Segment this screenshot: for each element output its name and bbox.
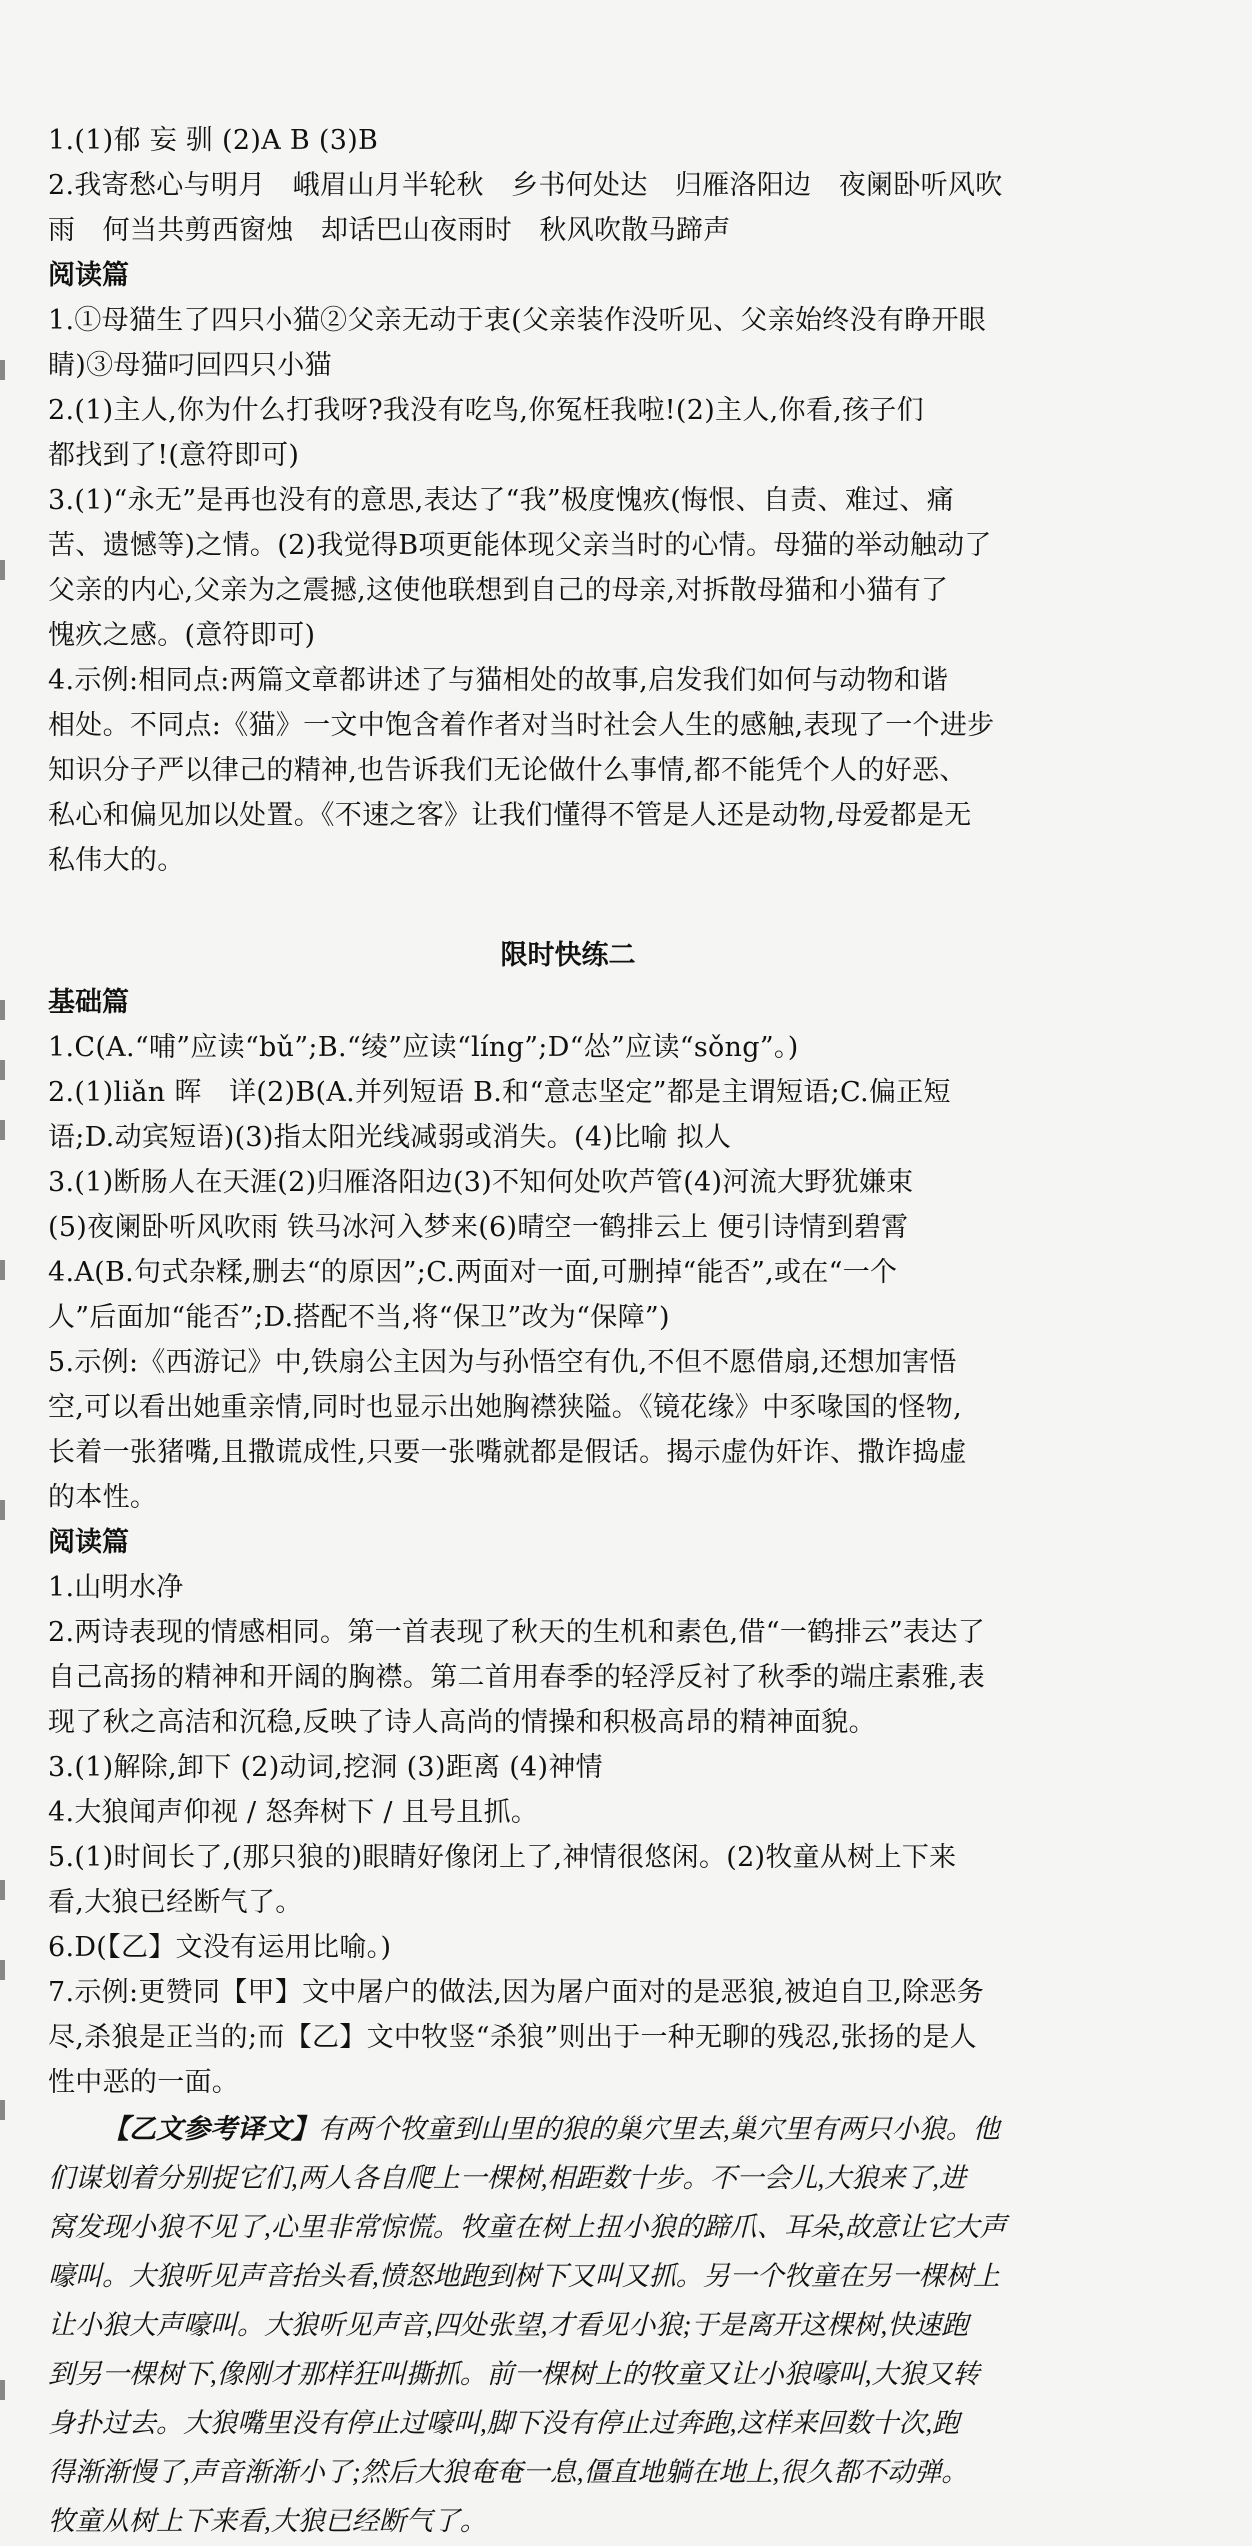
answer-line: 的本性。 [48,1482,158,1513]
translation-line: 窝发现小狼不见了,心里非常惊慌。牧童在树上扭小狼的蹄爪、耳朵,故意让它大声 [48,2212,1007,2242]
translation-line [48,2105,1088,2154]
answer-line: 语;D.动宾短语)(3)指太阳光线减弱或消失。(4)比喻 拟人 [48,1122,732,1153]
answer-line: 都找到了!(意符即可) [48,440,300,471]
answer-line: 5.示例:《西游记》中,铁扇公主因为与孙悟空有仇,不但不愿借扇,还想加害悟 [48,1347,957,1378]
answer-line: 雨 何当共剪西窗烛 却话巴山夜雨时 秋风吹散马蹄声 [48,215,731,246]
translation-label: 【乙文参考译文】 [102,2114,318,2145]
answer-line: 2.(1)liǎn 晖 详(2)B(A.并列短语 B.和“意志坚定”都是主谓短语;C.偏正短 [48,1077,951,1108]
answer-line: 4.示例:相同点:两篇文章都讲述了与猫相处的故事,启发我们如何与动物和谐 [48,665,949,696]
answer-line: 空,可以看出她重亲情,同时也显示出她胸襟狭隘。《镜花缘》中豕喙国的怪物, [48,1392,963,1423]
basic-heading: 基础篇 [48,987,129,1018]
answer-line: 苦、遗憾等)之情。(2)我觉得B项更能体现父亲当时的心情。母猫的举动触动了 [48,530,992,561]
translation-text: 有两个牧童到山里的狼的巢穴里去,巢穴里有两只小狼。他 [318,2114,1000,2144]
translation-line: 嚎叫。大狼听见声音抬头看,愤怒地跑到树下又叫又抓。另一个牧童在另一棵树上 [48,2261,1000,2291]
translation-line: 到另一棵树下,像刚才那样狂叫撕抓。前一棵树上的牧童又让小狼嚎叫,大狼又转 [48,2359,980,2389]
answer-line: 1.山明水净 [48,1572,184,1603]
answer-line: 愧疚之感。(意符即可) [48,620,316,651]
edge-mark [0,1120,5,1140]
answer-line: (5)夜阑卧听风吹雨 铁马冰河入梦来(6)晴空一鹤排云上 便引诗情到碧霄 [48,1212,909,1243]
answer-line: 知识分子严以律己的精神,也告诉我们无论做什么事情,都不能凭个人的好恶、 [48,755,967,786]
answer-line: 4.大狼闻声仰视 / 怒奔树下 / 且号且抓。 [48,1797,539,1828]
answer-line: 看,大狼已经断气了。 [48,1887,303,1918]
answer-line: 2.我寄愁心与明月 峨眉山月半轮秋 乡书何处达 归雁洛阳边 夜阑卧听风吹 [48,170,1003,201]
translation-block [48,2105,1088,2546]
reading-heading: 阅读篇 [48,1527,129,1558]
answer-line: 尽,杀狼是正当的;而【乙】文中牧竖“杀狼”则出于一种无聊的残忍,张扬的是人 [48,2022,977,2053]
edge-mark [0,1960,5,1980]
answer-line: 1.C(A.“哺”应读“bǔ”;B.“绫”应读“líng”;D“怂”应读“sǒng”。) [48,1032,799,1063]
answer-line: 5.(1)时间长了,(那只狼的)眼睛好像闭上了,神情很悠闲。(2)牧童从树上下来 [48,1842,957,1873]
answer-line: 3.(1)“永无”是再也没有的意思,表达了“我”极度愧疚(悔恨、自责、难过、痛 [48,485,955,516]
edge-mark [0,1000,5,1020]
edge-mark [0,1880,5,1900]
translation-line: 让小狼大声嚎叫。大狼听见声音,四处张望,才看见小狼;于是离开这棵树,快速跑 [48,2310,969,2340]
answer-line: 相处。不同点:《猫》一文中饱含着作者对当时社会人生的感触,表现了一个进步 [48,710,995,741]
answer-line: 睛)③母猫叼回四只小猫 [48,350,332,381]
edge-mark [0,2100,5,2120]
answer-line: 6.D(【乙】文没有运用比喻。) [48,1932,392,1963]
answer-line: 父亲的内心,父亲为之震撼,这使他联想到自己的母亲,对拆散母猫和小猫有了 [48,575,949,606]
answer-line: 2.两诗表现的情感相同。第一首表现了秋天的生机和素色,借“一鹤排云”表达了 [48,1617,986,1648]
answer-line: 3.(1)断肠人在天涯(2)归雁洛阳边(3)不知何处吹芦管(4)河流大野犹嫌束 [48,1167,914,1198]
answer-line: 长着一张猪嘴,且撒谎成性,只要一张嘴就都是假话。揭示虚伪奸诈、撒诈捣虚 [48,1437,967,1468]
basic-answers [48,1025,1088,1520]
top-answers [48,118,1088,253]
section-title: 限时快练二 [500,940,636,971]
translation-line: 们谋划着分别捉它们,两人各自爬上一棵树,相距数十步。不一会儿,大狼来了,进 [48,2163,966,2193]
reading-answers-2 [48,1565,1088,2105]
answer-line: 4.A(B.句式杂糅,删去“的原因”;C.两面对一面,可删掉“能否”,或在“一个 [48,1257,898,1288]
answer-line: 1.(1)郁 妄 驯 (2)A B (3)B [48,125,379,156]
answer-line: 自己高扬的精神和开阔的胸襟。第二首用春季的轻浮反衬了秋季的端庄素雅,表 [48,1662,986,1693]
answer-line: 1.①母猫生了四只小猫②父亲无动于衷(父亲装作没听见、父亲始终没有睁开眼 [48,305,987,336]
translation-line: 身扑过去。大狼嘴里没有停止过嚎叫,脚下没有停止过奔跑,这样来回数十次,跑 [48,2408,960,2438]
edge-mark [0,560,5,580]
answer-line: 7.示例:更赞同【甲】文中屠户的做法,因为屠户面对的是恶狼,被迫自卫,除恶务 [48,1977,985,2008]
answer-line: 性中恶的一面。 [48,2067,240,2098]
edge-mark [0,1060,5,1080]
binding-edge [0,0,6,2490]
answer-line: 私心和偏见加以处置。《不速之客》让我们懂得不管是人还是动物,母爱都是无 [48,800,972,831]
answer-line: 私伟大的。 [48,845,185,876]
answer-line: 人”后面加“能否”;D.搭配不当,将“保卫”改为“保障”) [48,1302,670,1333]
reading-heading: 阅读篇 [48,260,129,291]
answer-content [48,118,1088,2546]
edge-mark [0,360,5,380]
reading-answers-1 [48,298,1088,883]
answer-line: 3.(1)解除,卸下 (2)动词,挖洞 (3)距离 (4)神情 [48,1752,603,1783]
edge-mark [0,2380,5,2400]
answer-line: 2.(1)主人,你为什么打我呀?我没有吃鸟,你冤枉我啦!(2)主人,你看,孩子们 [48,395,924,426]
edge-mark [0,1260,5,1280]
translation-line: 得渐渐慢了,声音渐渐小了;然后大狼奄奄一息,僵直地躺在地上,很久都不动弹。 [48,2457,969,2487]
edge-mark [0,1500,5,1520]
answer-line: 现了秋之高洁和沉稳,反映了诗人高尚的情操和积极高昂的精神面貌。 [48,1707,876,1738]
translation-line: 牧童从树上下来看,大狼已经断气了。 [48,2506,487,2536]
